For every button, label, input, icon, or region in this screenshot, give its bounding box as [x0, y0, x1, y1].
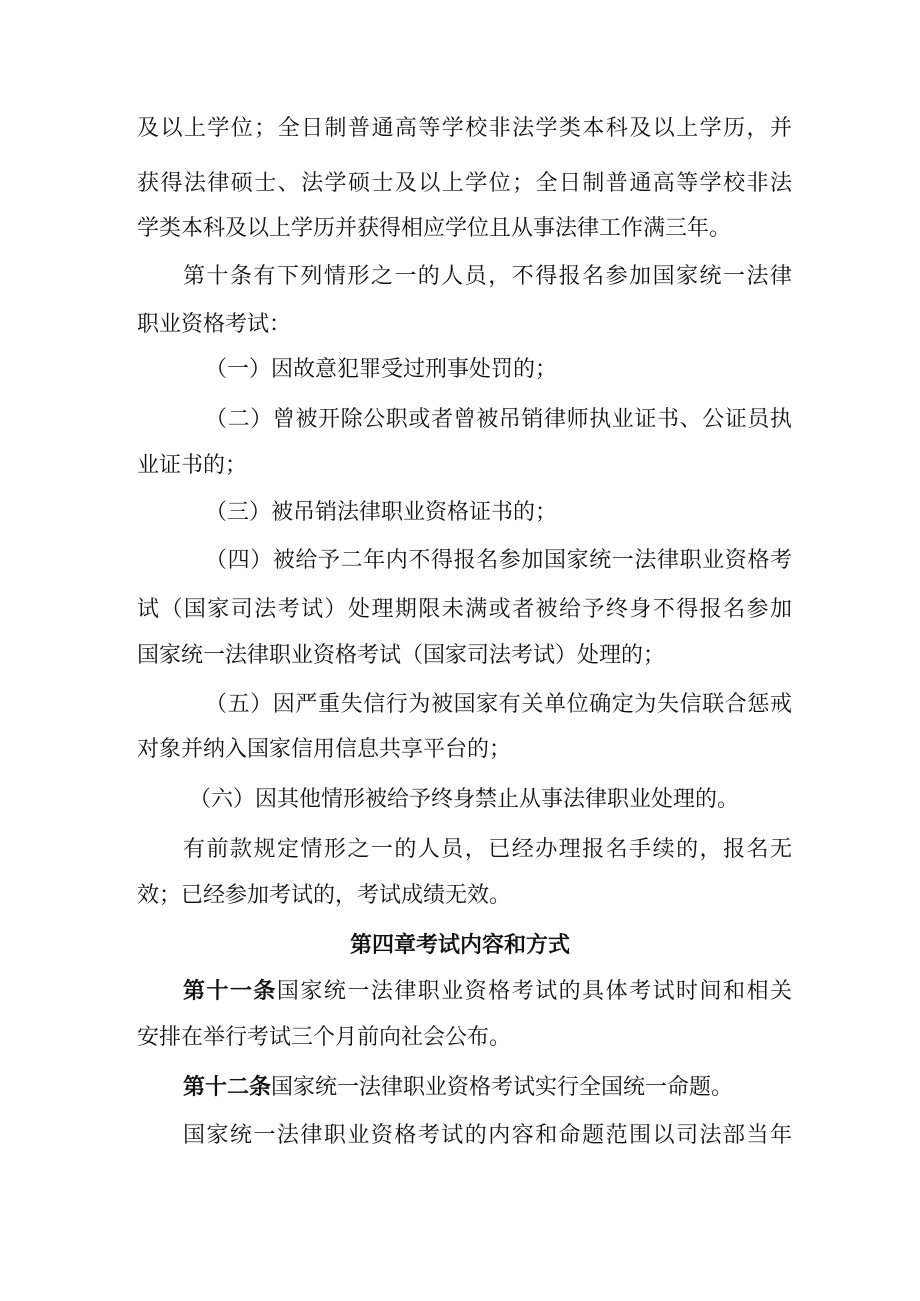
text-line: 国家统一法律职业资格考试的内容和命题范围以司法部当年 — [183, 1123, 792, 1148]
article-10-line: 第十条有下列情形之一的人员，不得报名参加国家统一法律 — [183, 264, 792, 289]
text-line: 有前款规定情形之一的人员，已经办理报名手续的，报名无 — [183, 837, 792, 862]
text-line: 业证书的； — [137, 453, 248, 478]
text-line: 及以上学位；全日制普通高等学校非法学类本科及以上学历，并 — [137, 116, 792, 141]
text-line: 国家统一法律职业资格考试（国家司法考试）处理的； — [137, 643, 666, 668]
article-label: 第十二条 — [183, 1075, 272, 1100]
list-item: （三）被吊销法律职业资格证书的； — [205, 500, 558, 525]
list-item: （五）因严重失信行为被国家有关单位确定为失信联合惩戒 — [205, 692, 792, 717]
article-11-line — [183, 977, 792, 1007]
article-text: 国家统一法律职业资格考试的具体考试时间和相关 — [276, 979, 792, 1004]
text-line: 对象并纳入国家信用信息共享平台的； — [137, 737, 512, 762]
article-12-line — [183, 1073, 792, 1103]
text-line: 试（国家司法考试）处理期限未满或者被给予终身不得报名参加 — [137, 597, 792, 622]
text-line: 学类本科及以上学历并获得相应学位且从事法律工作满三年。 — [137, 216, 732, 241]
article-text: 国家统一法律职业资格考试实行全国统一命题。 — [271, 1075, 734, 1100]
list-item: （二）曾被开除公职或者曾被吊销律师执业证书、公证员执 — [205, 407, 792, 432]
list-item: （六）因其他情形被给予终身禁止从事法律职业处理的。 — [189, 787, 740, 812]
text-line: 效；已经参加考试的，考试成绩无效。 — [137, 883, 512, 908]
text-line: 安排在举行考试三个月前向社会公布。 — [137, 1025, 512, 1050]
text-line: 职业资格考试： — [137, 312, 292, 337]
list-item: （四）被给予二年内不得报名参加国家统一法律职业资格考 — [205, 548, 792, 573]
list-item: （一）因故意犯罪受过刑事处罚的； — [205, 357, 558, 382]
chapter-heading: 第四章考试内容和方式 — [349, 933, 570, 958]
text-line: 获得法律硕士、法学硕士及以上学位；全日制普通高等学校非法 — [137, 171, 792, 196]
article-label: 第十一条 — [183, 979, 277, 1004]
